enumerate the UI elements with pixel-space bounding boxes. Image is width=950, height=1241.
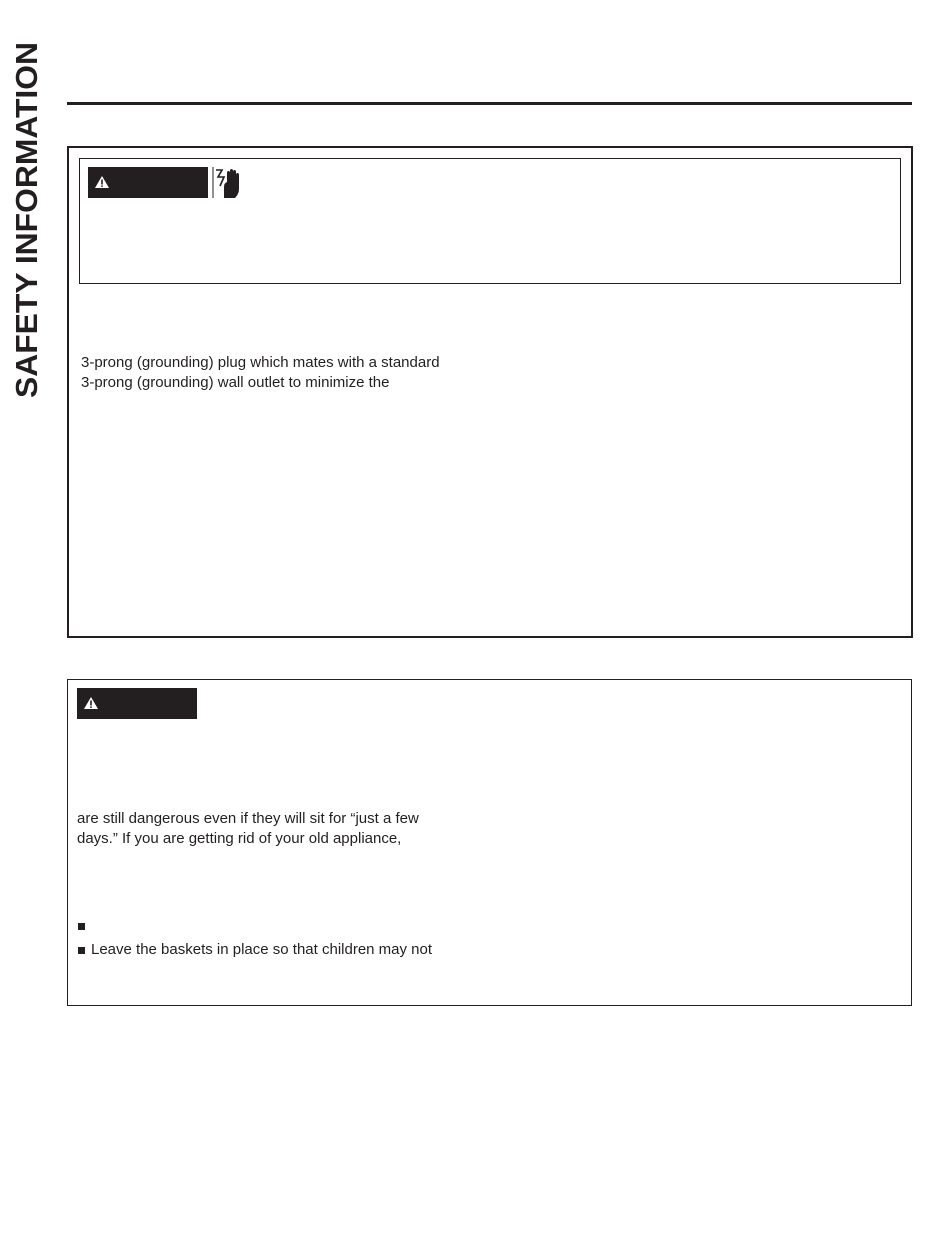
warning-triangle-icon <box>95 176 109 188</box>
warning-badge <box>88 167 208 198</box>
grounding-text-line-2: 3-prong (grounding) wall outlet to minimize the <box>81 374 390 391</box>
bullet-square-icon <box>78 923 85 930</box>
disposal-text-line-2: days.” If you are getting rid of your old appliance, <box>77 830 402 847</box>
grounding-text-line-1: 3-prong (grounding) plug which mates with a standard <box>81 354 440 371</box>
warning-triangle-icon <box>84 697 98 709</box>
bullet-square-icon <box>78 947 85 954</box>
disposal-text-line-1: are still dangerous even if they will sit for “just a few <box>77 810 419 827</box>
electric-shock-hand-icon <box>212 167 242 198</box>
side-title-text: SAFETY INFORMATION <box>9 51 44 398</box>
side-section-title <box>8 40 48 400</box>
disposal-bullet-2-text: Leave the baskets in place so that children may not <box>91 941 433 958</box>
warning-badge <box>77 688 197 719</box>
header-rule <box>67 102 912 105</box>
